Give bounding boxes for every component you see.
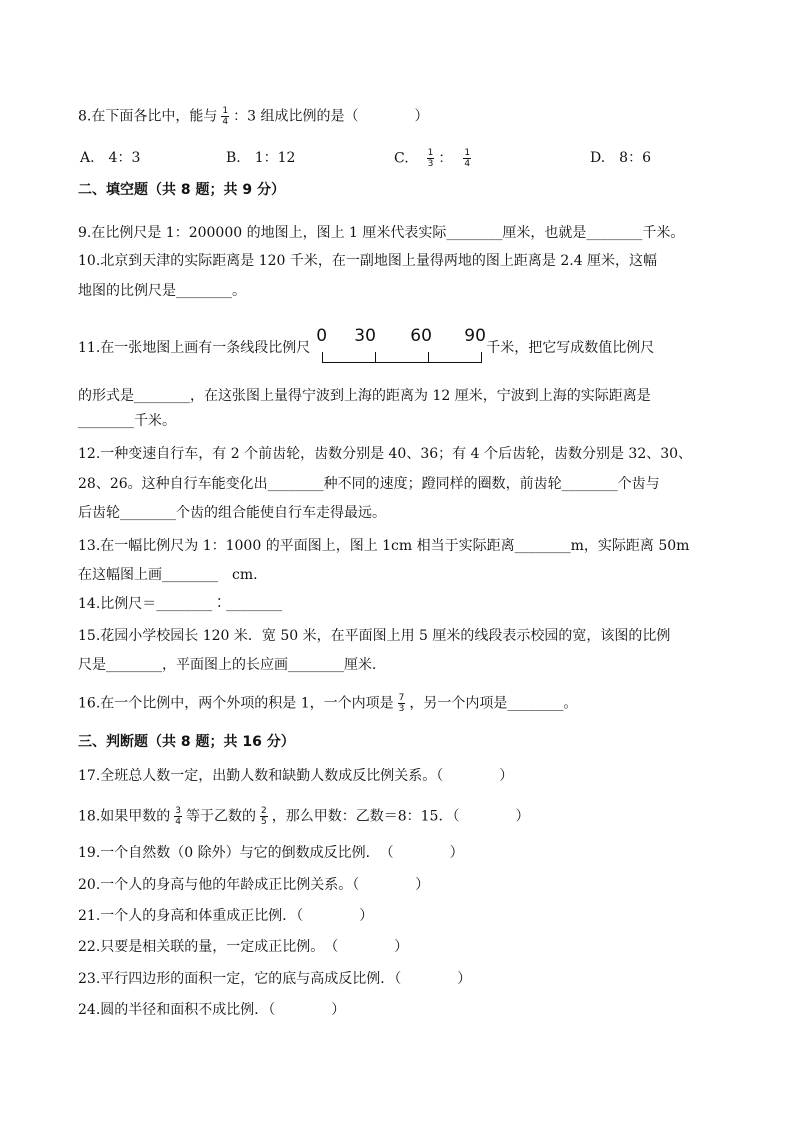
question-17: 17.全班总人数一定，出勤人数和缺勤人数成反比例关系。（ ）	[78, 768, 514, 784]
fraction: $\frac{1}{4}$	[222, 106, 229, 127]
question-12-cont: 28、26。这种自行车能变化出________种不同的速度；蹬同样的圈数，前齿轮________个齿与	[78, 476, 660, 492]
question-19: 19.一个自然数（0 除外）与它的倒数成反比例． （ ）	[78, 845, 464, 861]
question-20: 20.一个人的身高与他的年龄成正比例关系。（ ）	[78, 877, 430, 893]
section-heading-fill-in: 二、填空题（共 8 题；共 9 分）	[78, 182, 285, 198]
option-c[interactable]: C. $\frac{1}{3}$ ： $\frac{1}{4}$	[394, 148, 471, 169]
question-15: 15.花园小学校园长 120 米．宽 50 米，在平面图上用 5 厘米的线段表示校园的宽，该图的比例	[78, 628, 671, 644]
question-16: 16.在一个比例中，两个外项的积是 1，一个内项是 $\frac{7}{3}$ ，另一个内项是________。	[78, 693, 578, 714]
question-8-options	[80, 148, 720, 172]
question-10-cont: 地图的比例尺是________。	[78, 283, 246, 299]
question-9: 9.在比例尺是 1：200000 的地图上，图上 1 厘米代表实际________厘米，也就是________千米。	[78, 225, 685, 241]
question-14: 14.比例尺＝________∶________	[78, 596, 283, 612]
option-b[interactable]: B. 1：12	[226, 150, 296, 166]
question-12-cont2: 后齿轮________个齿的组合能使自行车走得最远。	[78, 505, 386, 521]
option-d[interactable]: D. 8：6	[590, 150, 651, 166]
question-12: 12.一种变速自行车，有 2 个前齿轮，齿数分别是 40、36；有 4 个后齿轮，齿数分别是 32、30、	[78, 446, 693, 462]
question-13-cont: 在这幅图上画________ cm.	[78, 567, 258, 583]
option-a[interactable]: A. 4：3	[80, 150, 141, 166]
question-10: 10.北京到天津的实际距离是 120 千米，在一副地图上量得两地的图上距离是 2.4 厘米，这幅	[78, 253, 658, 269]
question-11: 11.在一张地图上画有一条线段比例尺 0 30 60 90 千米，把它写成数值比例尺	[78, 330, 654, 366]
question-11-cont2: ________千米。	[78, 413, 176, 429]
question-13: 13.在一幅比例尺为 1：1000 的平面图上，图上 1cm 相当于实际距离________m，实际距离 50m	[78, 538, 690, 554]
question-8: 8.在下面各比中，能与 $\frac{1}{4}$ ：3 组成比例的是（ ）	[78, 106, 429, 127]
question-22: 22.只要是相关联的量，一定成正比例。 （ ）	[78, 939, 409, 955]
question-11-cont: 的形式是________，在这张图上量得宁波到上海的距离为 12 厘米，宁波到上海的实际距离是	[78, 388, 651, 404]
question-21: 21.一个人的身高和体重成正比例．（ ）	[78, 908, 374, 924]
section-heading-judgement: 三、判断题（共 8 题；共 16 分）	[78, 734, 295, 750]
line-segment-scale: 0 30 60 90	[312, 330, 484, 366]
question-23: 23.平行四边形的面积一定，它的底与高成反比例．（ ）	[78, 971, 472, 987]
question-24: 24.圆的半径和面积不成比例．（ ）	[78, 1002, 346, 1018]
question-15-cont: 尺是________，平面图上的长应画________厘米．	[78, 657, 386, 673]
question-18: 18.如果甲数的 $\frac{3}{4}$ 等于乙数的 $\frac{2}{5}$ ，那么甲数：乙数＝8：15．（ ）	[78, 806, 530, 827]
